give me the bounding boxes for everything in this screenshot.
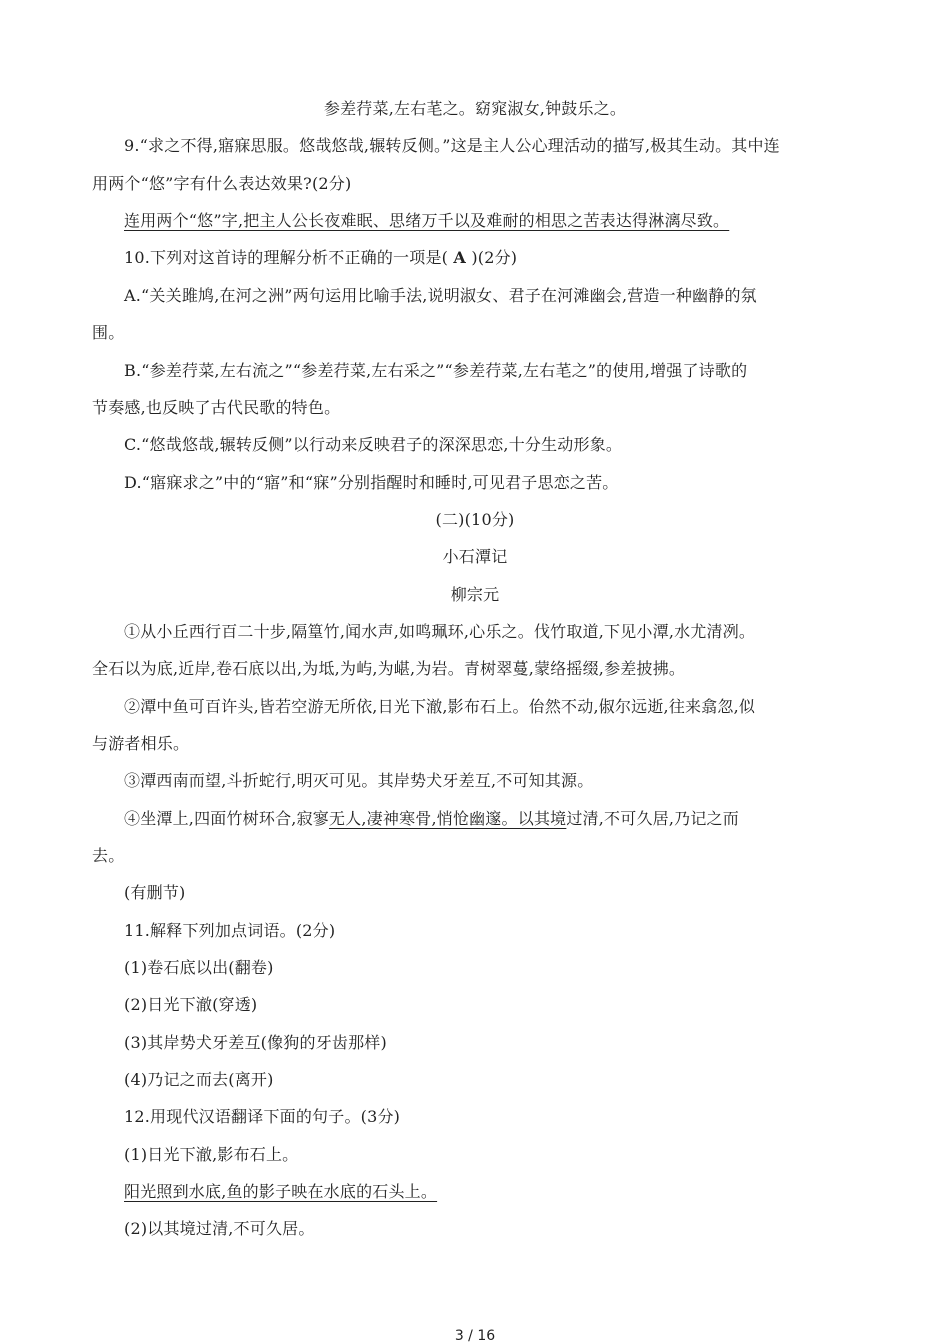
question-9-answer [124, 210, 862, 232]
question-12-answer-1-text: 阳光照到水底,鱼的影子映在水底的石头上。 [124, 1182, 438, 1201]
passage-author: 柳宗元 [450, 585, 500, 604]
option-c: C.“悠哉悠哉,辗转反侧”以行动来反映君子的深深思恋,十分生动形象。 [124, 435, 623, 454]
question-12-sentence-2: (2)以其境过清,不可久居。 [124, 1219, 315, 1238]
paragraph-4-line-1 [124, 808, 862, 830]
paragraph-1-line-2: 全石以为底,近岸,卷石底以出,为坻,为屿,为嵁,为岩。青树翠蔓,蒙络摇缀,参差披拂。 [92, 659, 686, 678]
paragraph-1-line-1: ①从小丘西行百二十步,隔篁竹,闻水声,如鸣珮环,心乐之。伐竹取道,下见小潭,水尤清冽。 [124, 622, 756, 641]
option-b-line-1: B.“参差荇菜,左右流之”“参差荇菜,左右采之”“参差荇菜,左右芼之”的使用,增强了诗歌的 [124, 361, 748, 380]
question-9-answer-text: 连用两个“悠”字,把主人公长夜难眠、思绪万千以及难耐的相思之苦表达得淋漓尽致。 [124, 211, 730, 230]
question-12-answer-1 [124, 1181, 862, 1203]
question-11-stem: 11.解释下列加点词语。(2分) [124, 921, 336, 940]
page-number: 3 / 16 [454, 1328, 496, 1344]
option-a-line-2: 围。 [92, 323, 125, 342]
question-11-item-1: (1)卷石底以出(翻卷) [124, 958, 274, 977]
question-11-item-2: (2)日光下澈(穿透) [124, 995, 258, 1014]
abridged-note: (有删节) [124, 883, 186, 902]
question-10-stem-prefix: 10.下列对这首诗的理解分析不正确的一项是( [124, 248, 449, 267]
question-10-stem-suffix: )(2分) [471, 248, 518, 267]
question-9-line-1: 9.“求之不得,寤寐思服。悠哉悠哉,辗转反侧。”这是主人公心理活动的描写,极其生动。其中连 [124, 136, 780, 155]
question-11-item-3: (3)其岸势犬牙差互(像狗的牙齿那样) [124, 1033, 387, 1052]
section-2-heading: (二)(10分) [435, 510, 515, 529]
option-d: D.“寤寐求之”中的“寤”和“寐”分别指醒时和睡时,可见君子思恋之苦。 [124, 473, 619, 492]
paragraph-4-part-a: ④坐潭上,四面竹树环合,寂寥 [124, 809, 329, 828]
option-b-line-2: 节奏感,也反映了古代民歌的特色。 [92, 398, 341, 417]
question-12-stem: 12.用现代汉语翻译下面的句子。(3分) [124, 1107, 401, 1126]
paragraph-4-underlined: 无人,凄神寒骨,悄怆幽邃。以其境 [328, 809, 567, 828]
passage-title: 小石潭记 [442, 547, 508, 566]
question-10-answer: A [453, 248, 467, 267]
option-a-line-1: A.“关关雎鸠,在河之洲”两句运用比喻手法,说明淑女、君子在河滩幽会,营造一种幽静的氛 [124, 286, 757, 305]
paragraph-4-line-2: 去。 [92, 846, 125, 865]
paragraph-2-line-1: ②潭中鱼可百许头,皆若空游无所依,日光下澈,影布石上。佁然不动,俶尔远逝,往来翕忽,似 [124, 697, 756, 716]
question-9-line-2: 用两个“悠”字有什么表达效果?(2分) [92, 174, 352, 193]
question-11-item-4: (4)乃记之而去(离开) [124, 1070, 274, 1089]
paragraph-2-line-2: 与游者相乐。 [92, 734, 190, 753]
paragraph-3: ③潭西南而望,斗折蛇行,明灭可见。其岸势犬牙差互,不可知其源。 [124, 771, 594, 790]
poem-closing-line: 参差荇菜,左右芼之。窈窕淑女,钟鼓乐之。 [323, 99, 627, 118]
question-10-stem [124, 247, 862, 269]
question-12-sentence-1: (1)日光下澈,影布石上。 [124, 1145, 299, 1164]
paragraph-4-part-c: 过清,不可久居,乃记之而 [566, 809, 739, 828]
